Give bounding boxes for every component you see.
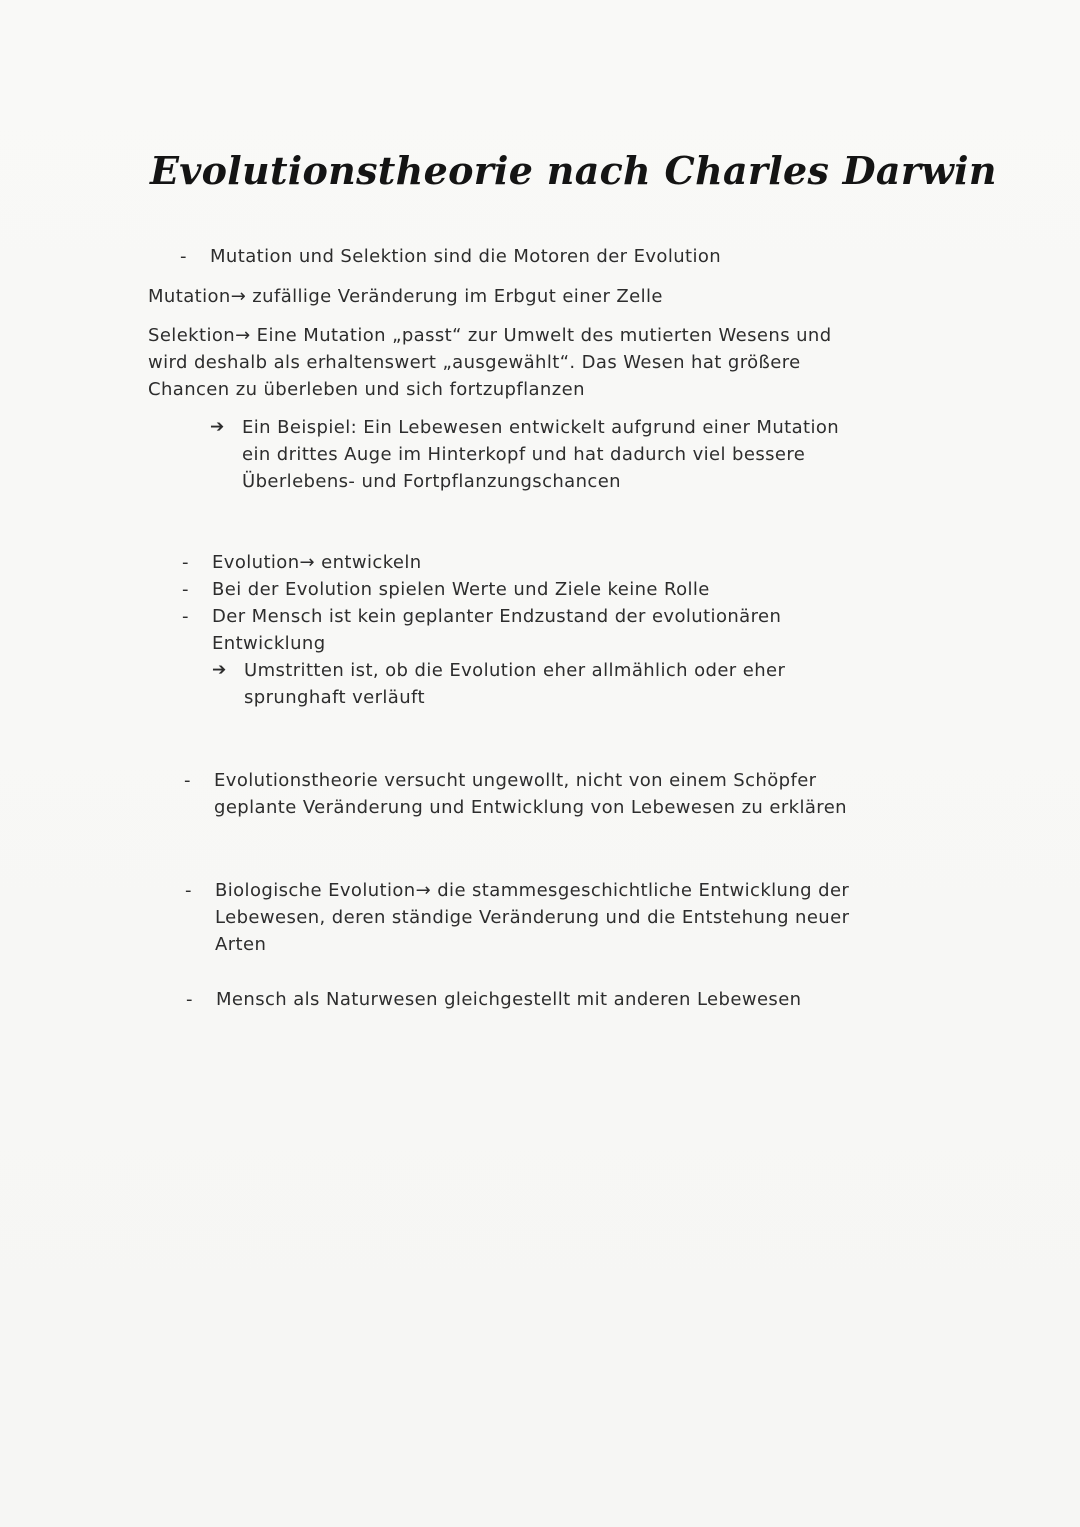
list-item xyxy=(182,576,785,603)
bullet-list-evolution xyxy=(182,549,785,711)
bullet-text: geplante Veränderung und Entwicklung von Lebewesen zu erklären xyxy=(214,797,847,818)
list-item-text: Der Mensch ist kein geplanter Endzustand der evolutionären xyxy=(212,606,782,627)
mutation-definition xyxy=(148,283,663,310)
definition-line: Chancen zu überleben und sich fortzupflanzen xyxy=(148,379,585,400)
list-item xyxy=(182,603,785,657)
bullet-evolutionstheorie xyxy=(184,767,847,821)
example-line: Überlebens- und Fortpflanzungschancen xyxy=(242,471,621,492)
example-line: ein drittes Auge im Hinterkopf und hat dadurch viel bessere xyxy=(242,444,806,465)
arrow-icon: ➔ xyxy=(212,660,227,680)
sub-item xyxy=(212,657,785,711)
bullet-biologische-evolution xyxy=(185,877,849,958)
list-item xyxy=(182,549,785,576)
bullet-text: Mutation und Selektion sind die Motoren der Evolution xyxy=(210,246,722,267)
definition-text: Mutation→ zufällige Veränderung im Erbgut einer Zelle xyxy=(148,286,663,307)
bullet-naturwesen xyxy=(186,986,802,1013)
bullet-text: Arten xyxy=(215,934,267,955)
example-block xyxy=(210,414,839,495)
example-line: Ein Beispiel: Ein Lebewesen entwickelt aufgrund einer Mutation xyxy=(242,417,840,438)
list-item-text: Evolution→ entwickeln xyxy=(212,552,422,573)
bullet-dash: - xyxy=(185,880,192,901)
bullet-dash: - xyxy=(184,770,191,791)
sub-item-text: Umstritten ist, ob die Evolution eher allmählich oder eher xyxy=(244,660,786,681)
bullet-dash: - xyxy=(182,606,189,627)
definition-line: Selektion→ Eine Mutation „passt“ zur Umwelt des mutierten Wesens und xyxy=(148,325,832,346)
bullet-text: Evolutionstheorie versucht ungewollt, nicht von einem Schöpfer xyxy=(214,770,817,791)
sub-item-text: sprunghaft verläuft xyxy=(244,687,425,708)
list-item-text: Entwicklung xyxy=(212,633,326,654)
bullet-text: Biologische Evolution→ die stammesgeschichtliche Entwicklung der xyxy=(215,880,850,901)
bullet-dash: - xyxy=(182,579,189,600)
bullet-dash: - xyxy=(186,989,193,1010)
bullet-text: Mensch als Naturwesen gleichgestellt mit anderen Lebewesen xyxy=(216,989,802,1010)
bullet-motoren xyxy=(180,243,721,270)
arrow-icon: ➔ xyxy=(210,417,225,437)
bullet-text: Lebewesen, deren ständige Veränderung und die Entstehung neuer xyxy=(215,907,850,928)
page-title: Evolutionstheorie nach Charles Darwin xyxy=(150,148,997,193)
definition-line: wird deshalb als erhaltenswert „ausgewählt“. Das Wesen hat größere xyxy=(148,352,801,373)
bullet-dash: - xyxy=(182,552,189,573)
list-item-text: Bei der Evolution spielen Werte und Ziele keine Rolle xyxy=(212,579,710,600)
selektion-definition xyxy=(148,322,832,403)
bullet-dash: - xyxy=(180,246,187,267)
